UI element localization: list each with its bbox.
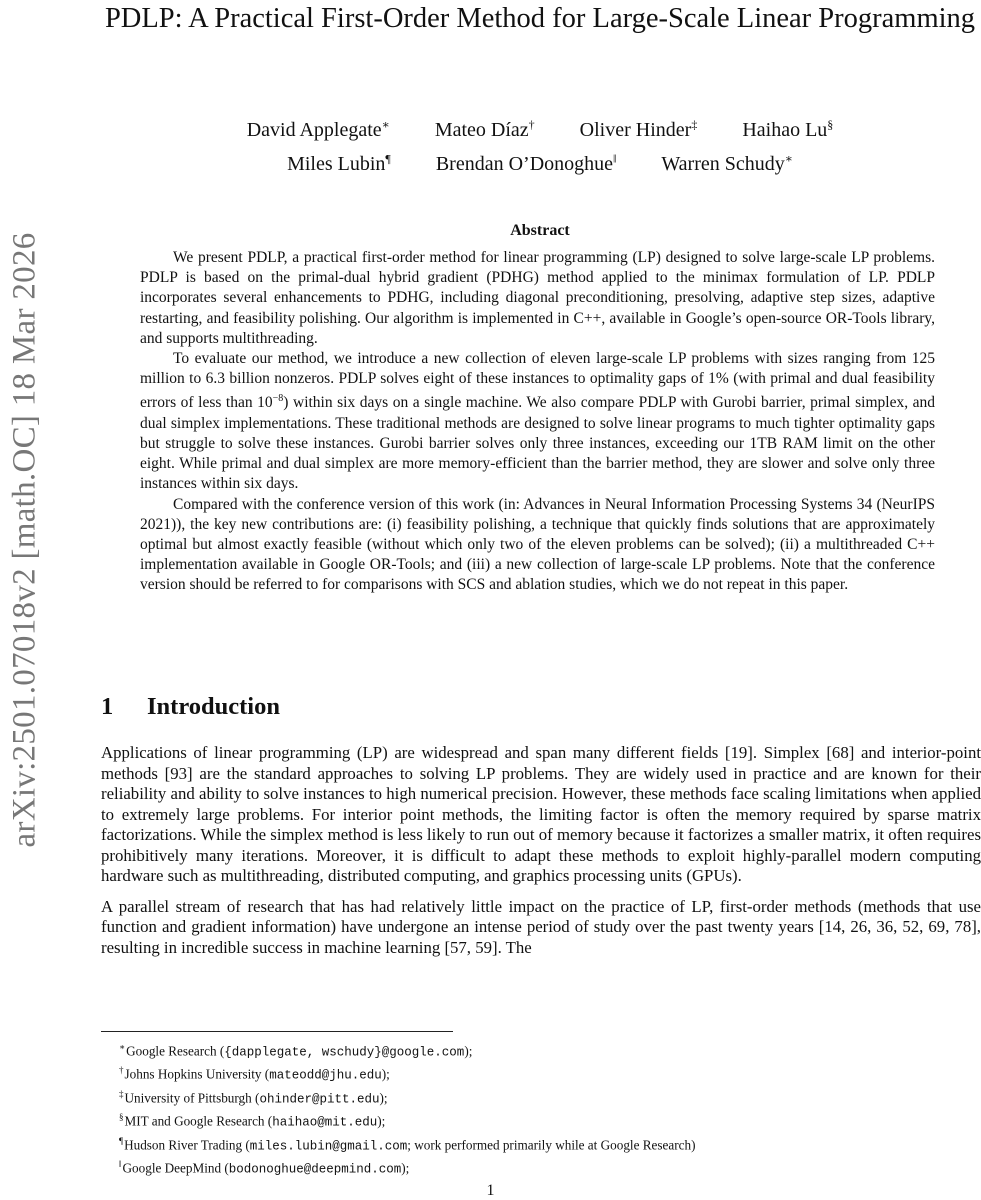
author-name: Mateo Díaz <box>434 118 529 141</box>
author-name: Oliver Hinder <box>579 118 692 141</box>
author-mark: † <box>528 117 535 131</box>
author <box>580 119 698 141</box>
footnote-text: University of Pittsburgh ( <box>124 1090 260 1106</box>
footnote <box>101 1155 981 1178</box>
author-row-2 <box>100 145 980 180</box>
author <box>436 153 617 175</box>
author-mark: ¶ <box>385 151 391 166</box>
abstract-paragraph-3: Compared with the conference version of this work (in: Advances in Neural Information Processing Systems 34 (NeurIPS 2021)), the key new contributions are: (i) feasibility polishing, a technique that quickly finds solutions that are approximately optimal but almost exactly feasible (without which only two of the eleven problems can be solved); (ii) a multithreaded C++ implementation available in Google OR-Tools; and (iii) a new collection of large-scale LP problems. Note that the conference version should be referred to for comparisons with SCS and ablation studies, which we do not repeat in this paper. <box>140 495 935 594</box>
page-number: 1 <box>486 1182 495 1199</box>
footnote-text: ; work performed primarily while at Google Research) <box>407 1136 696 1152</box>
author-name: Miles Lubin <box>287 153 386 176</box>
section-heading <box>101 693 280 721</box>
footnote-mark: ¶ <box>119 1135 124 1146</box>
footnote-mark: § <box>119 1112 124 1123</box>
footnote-text: Google DeepMind ( <box>122 1160 229 1176</box>
footnote-email: haihao@mit.edu <box>272 1115 378 1130</box>
footnote-text: ); <box>401 1160 410 1176</box>
footnote <box>101 1085 981 1108</box>
abstract-paragraph-2 <box>140 349 935 495</box>
author-name: David Applegate <box>246 118 382 141</box>
arxiv-sidebar <box>0 0 43 1200</box>
author-mark: ‡ <box>691 117 698 131</box>
footnotes <box>101 1038 981 1178</box>
author-row-1 <box>100 110 980 145</box>
footnote-email: mateodd@jhu.edu <box>269 1068 382 1083</box>
author <box>247 119 390 141</box>
author-mark: ‖ <box>613 151 617 166</box>
abstract-text: ) within six days on a single machine. We also compare PDLP with Gurobi barrier, primal simplex, and dual simplex implementations. These traditional methods are designed to solve linear programs to much tighter optimality gaps but struggle to solve these instances. Gurobi barrier solves only three instances, exceeding our 1TB RAM limit on the other eight. While primal and dual simplex are more memory-efficient than the barrier method, they are slower and solve only three instances within six days. <box>140 394 935 493</box>
intro-paragraph-1: Applications of linear programming (LP) are widespread and span many different fields [19]. Simplex [68] and interior-point methods [93] are the standard approaches to solving LP problems. They are widely used in practice and are known for their reliability and ability to solve instances to high numerical precision. However, these methods face scaling limitations when applied to extremely large problems. For interior point methods, the limiting factor is often the memory required by sparse matrix factorizations. While the simplex method is less likely to run out of memory because it factorizes a smaller matrix, it often requires prohibitively many iterations. Moreover, it is difficult to adapt these methods to exploit highly-parallel modern computing hardware such as multithreading, distributed computing, and graphics processing units (GPUs). <box>101 743 981 885</box>
footnote <box>101 1038 981 1061</box>
author-name: Warren Schudy <box>661 153 785 176</box>
abstract-body <box>140 248 935 596</box>
author-mark: ∗ <box>381 117 390 131</box>
footnote-email: bodonoghue@deepmind.com <box>228 1162 402 1177</box>
author-list <box>100 110 980 179</box>
footnote <box>101 1061 981 1084</box>
footnote-email: {dapplegate, wschudy}@google.com <box>224 1045 465 1060</box>
footnote-rule <box>101 1031 453 1032</box>
footnote-mark: ‖ <box>119 1158 122 1169</box>
section-number: 1 <box>101 693 114 720</box>
footnote <box>101 1132 981 1155</box>
footnote-text: Johns Hopkins University ( <box>124 1066 270 1082</box>
footnote <box>101 1108 981 1131</box>
abstract-text: To evaluate our method, we introduce a new collection of eleven large-scale LP problems with sizes ranging from 125 million to 6.3 billion nonzeros. PDLP solves eight of these instances to optimality gaps of 1% (with primal and dual feasibility errors of less than 10 <box>140 350 935 412</box>
footnote-mark: ∗ <box>119 1042 126 1052</box>
introduction-body <box>101 743 981 968</box>
arxiv-identifier: arXiv:2501.07018v2 [math.OC] 18 Mar 2026 <box>6 232 43 848</box>
footnote-text: MIT and Google Research ( <box>124 1113 273 1129</box>
footnote-mark: ‡ <box>119 1088 124 1099</box>
author-name: Brendan O’Donoghue <box>435 153 614 176</box>
intro-paragraph-2: A parallel stream of research that has had relatively little impact on the practice of LP, first-order methods (methods that use function and gradient information) have undergone an intense period of study over the past twenty years [14, 26, 36, 52, 69, 78], resulting in incredible success in machine learning [57, 59]. The <box>101 896 981 957</box>
footnote-email: ohinder@pitt.edu <box>259 1092 380 1107</box>
footnote-text: ); <box>379 1090 388 1106</box>
footnote-text: Google Research ( <box>126 1043 225 1059</box>
footnote-text: ); <box>381 1066 390 1082</box>
author-mark: § <box>827 117 834 131</box>
footnote-text: ); <box>464 1043 473 1059</box>
footnote-text: ); <box>377 1113 386 1129</box>
abstract-heading: Abstract <box>510 222 570 239</box>
author <box>287 153 391 175</box>
author-name: Haihao Lu <box>742 118 828 141</box>
paper-title: PDLP: A Practical First-Order Method for Large-Scale Linear Programming <box>104 3 976 34</box>
footnote-text: Hudson River Trading ( <box>124 1136 250 1152</box>
author <box>661 153 793 175</box>
abstract-paragraph-1: We present PDLP, a practical first-order method for linear programming (LP) designed to solve large-scale LP problems. PDLP is based on the primal-dual hybrid gradient (PDHG) method applied to the minimax formulation of LP. PDLP incorporates several enhancements to PDHG, including diagonal preconditioning, presolving, adaptive step sizes, adaptive restarting, and feasibility polishing. Our algorithm is implemented in C++, available in Google’s open-source OR-Tools library, and supports multithreading. <box>140 249 935 347</box>
footnote-mark: † <box>119 1065 124 1076</box>
section-title: Introduction <box>147 693 280 720</box>
author <box>742 119 833 141</box>
exponent: −8 <box>272 393 284 405</box>
author <box>435 119 535 141</box>
author-mark: ∗ <box>784 151 793 166</box>
footnote-email: miles.lubin@gmail.com <box>249 1138 408 1153</box>
